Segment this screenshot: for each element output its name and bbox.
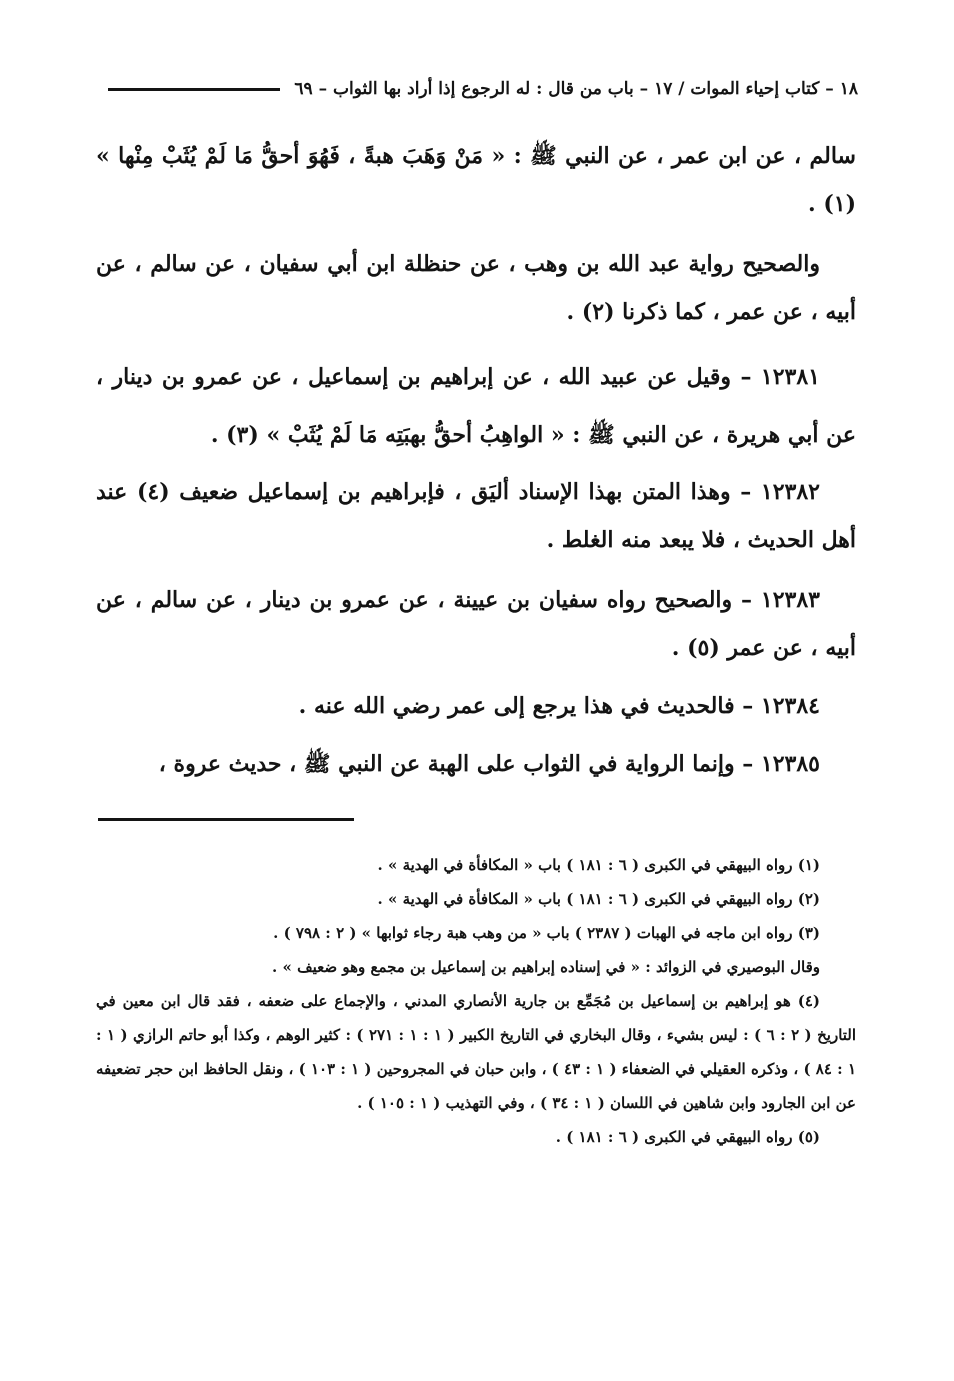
paragraph-12383: ١٢٣٨٣ – والصحيح رواه سفيان بن عيينة ، عن عمرو بن دينار ، عن سالم ، عن أبيه ، عن عمر (٥) .: [96, 587, 856, 661]
paragraph-12384: ١٢٣٨٤ – فالحديث في هذا يرجع إلى عمر رضي الله عنه .: [298, 693, 820, 719]
footnote-3-note: وقال البوصيري في الزوائد : « في إسناده إبراهيم بن إسماعيل بن مجمع وهو ضعيف » .: [272, 958, 820, 976]
header-rule: [108, 88, 280, 91]
footnote-4: (٤) هو إبراهيم بن إسماعيل بن مُجَمِّع بن جارية الأنصاري المدني ، والإجماع على ضعفه ، فقد قال ابن معين في التاريخ ( ٢ : ٦ ) : ليس بشيء ، وقال البخاري في التاريخ الكبير ( ١ : ١ : ٢٧١ ) : كثير الوهم ، وكذا أبو حاتم الرازي ( ١ : ١ : ٨٤ ) ، وذكره العقيلي في الضعفاء ( ١ : ٤٣ ) ، وابن حبان في المجروحين ( ١ : ١٠٣ ) ، ونقل الحافظ ابن حجر تضعيفه عن ابن الجارود وابن شاهين في اللسان ( ١ : ٣٤ ) ، وفي التهذيب ( ١ : ١٠٥ ) .: [96, 992, 857, 1112]
footnote-5: (٥) رواه البيهقي في الكبرى ( ٦ : ١٨١ ) .: [555, 1128, 820, 1146]
paragraph-12382: ١٢٣٨٢ – وهذا المتن بهذا الإسناد أليَق ، فإبراهيم بن إسماعيل ضعيف (٤) عند أهل الحديث ، فلا يبعد منه الغلط .: [96, 479, 856, 553]
footnote-2: (٢) رواه البيهقي في الكبرى ( ٦ : ١٨١ ) باب « المكافأة في الهدية » .: [377, 890, 820, 908]
footnotes: [96, 848, 856, 1154]
paragraph-1: سالم ، عن ابن عمر ، عن النبي ﷺ : « مَنْ وَهَبَ هبةً ، فَهُوَ أحقُّ مَا لَمْ يُثَبْ مِنْها » (١) .: [96, 143, 856, 217]
footnote-1: (١) رواه البيهقي في الكبرى ( ٦ : ١٨١ ) باب « المكافأة في الهدية » .: [377, 856, 820, 874]
paragraph-2: والصحيح رواية عبد الله بن وهب ، عن حنظلة ابن أبي سفيان ، عن سالم ، عن أبيه ، عن عمر ، كما ذكرنا (٢) .: [96, 251, 856, 325]
paragraph-12381: ١٢٣٨١ – وقيل عن عبيد الله ، عن إبراهيم بن إسماعيل ، عن عمرو بن دينار ، عن أبي هريرة ، عن النبي ﷺ : « الواهِبُ أحقُّ بهبَتِه مَا لَمْ يُثَبْ » (٣) .: [96, 364, 856, 448]
footnote-3: (٣) رواه ابن ماجه في الهبات ( ٢٣٨٧ ) باب « من وهب هبة رجاء ثوابها » ( ٢ : ٧٩٨ ) .: [273, 924, 820, 942]
paragraph-12385: ١٢٣٨٥ – وإنما الرواية في الثواب على الهبة عن النبي ﷺ ، حديث عروة ،: [158, 751, 820, 777]
footnote-separator: [98, 818, 354, 821]
running-header: [108, 74, 858, 104]
running-title: ١٨ – كتاب إحياء الموات / ١٧ – باب من قال : له الرجوع إذا أراد بها الثواب – ٦٩: [294, 79, 858, 99]
